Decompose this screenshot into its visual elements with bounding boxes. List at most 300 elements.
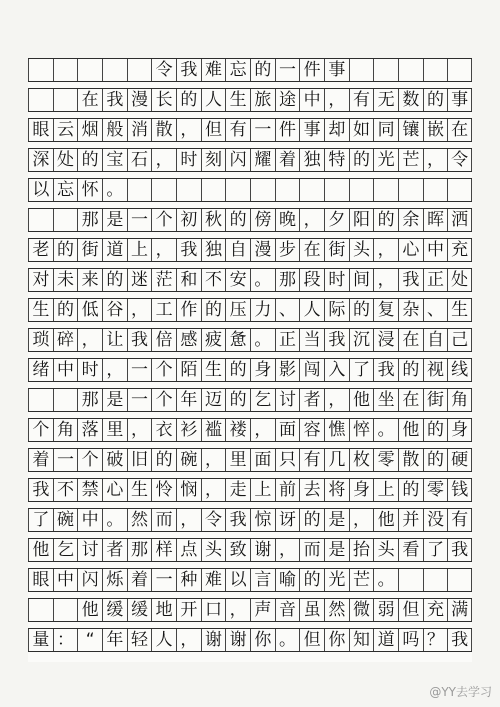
grid-cell: 段 [299, 269, 324, 291]
grid-cell: 衫 [176, 419, 201, 441]
grid-cell: 样 [151, 539, 176, 561]
grid-cell: 感 [176, 329, 201, 351]
grid-cell: 在 [398, 329, 423, 351]
grid-cell: 而 [151, 509, 176, 531]
grid-cell: 在 [299, 239, 324, 261]
grid-cell: 那 [127, 539, 152, 561]
grid-cell: 在 [398, 389, 423, 411]
grid-cell: 。 [275, 629, 300, 651]
grid-cell: ， [102, 359, 127, 381]
grid-cell: ， [250, 419, 275, 441]
grid-cell [28, 599, 53, 621]
grid-cell: 时 [77, 359, 102, 381]
grid-cell: 满 [447, 599, 472, 621]
grid-cell: 街 [77, 239, 102, 261]
grid-cell: 微 [349, 599, 374, 621]
grid-cell: 眼 [28, 569, 53, 591]
grid-cell: 枚 [349, 449, 374, 471]
grid-cell: 道 [102, 239, 127, 261]
grid-cell: 无 [373, 89, 398, 111]
grid-cell: ， [373, 239, 398, 261]
grid-cell: 复 [373, 299, 398, 321]
grid-cell: 身 [447, 419, 472, 441]
grid-cell: 夕 [324, 209, 349, 231]
grid-cell: 他 [28, 539, 53, 561]
grid-cell: 视 [423, 359, 448, 381]
grid-cell: 年 [176, 389, 201, 411]
grid-cell [53, 599, 78, 621]
grid-cell: 倍 [151, 329, 176, 351]
grid-cell: 地 [151, 599, 176, 621]
watermark: @YY去学习 [429, 685, 492, 699]
grid-cell: 破 [102, 449, 127, 471]
grid-cell: 零 [423, 479, 448, 501]
grid-row [28, 238, 472, 262]
grid-cell: 碎 [53, 329, 78, 351]
grid-cell: 力 [250, 299, 275, 321]
grid-cell: 晖 [423, 209, 448, 231]
grid-cell [53, 209, 78, 231]
grid-cell: 声 [250, 599, 275, 621]
grid-cell: 己 [447, 329, 472, 351]
grid-cell [102, 59, 127, 81]
grid-cell: 缓 [127, 599, 152, 621]
grid-cell: 自 [225, 239, 250, 261]
grid-cell: 迈 [201, 389, 226, 411]
grid-cell: 个 [77, 449, 102, 471]
grid-cell: ， [127, 419, 152, 441]
grid-row [28, 208, 472, 232]
grid-cell: 那 [275, 269, 300, 291]
grid-cell: 烁 [102, 569, 127, 591]
grid-cell: 我 [324, 329, 349, 351]
grid-cell: 是 [324, 539, 349, 561]
grid-cell: 前 [275, 479, 300, 501]
grid-cell: 有 [225, 119, 250, 141]
grid-cell: 事 [324, 59, 349, 81]
grid-cell: 在 [77, 89, 102, 111]
grid-cell: 心 [102, 479, 127, 501]
grid-cell: 了 [28, 509, 53, 531]
grid-cell: 生 [201, 359, 226, 381]
grid-cell: 容 [299, 419, 324, 441]
grid-cell: 和 [176, 269, 201, 291]
grid-cell: 散 [398, 449, 423, 471]
grid-cell: ， [151, 149, 176, 171]
grid-cell: 是 [102, 209, 127, 231]
grid-cell: ， [127, 299, 152, 321]
grid-cell: ： [53, 629, 78, 651]
grid-cell: 褛 [225, 419, 250, 441]
grid-cell [398, 179, 423, 201]
grid-cell: 件 [299, 59, 324, 81]
grid-cell: 的 [398, 479, 423, 501]
grid-cell: 中 [299, 89, 324, 111]
grid-cell: 坐 [373, 389, 398, 411]
grid-cell: 着 [127, 569, 152, 591]
grid-cell [398, 59, 423, 81]
grid-cell: 的 [299, 569, 324, 591]
grid-cell: 杂 [398, 299, 423, 321]
grid-cell: 上 [127, 239, 152, 261]
grid-cell: 将 [324, 479, 349, 501]
grid-cell: 沉 [349, 329, 374, 351]
grid-cell: 憔 [324, 419, 349, 441]
grid-cell: ， [176, 629, 201, 651]
grid-cell: 身 [349, 479, 374, 501]
grid-cell: 镶 [398, 119, 423, 141]
grid-cell: 深 [28, 149, 53, 171]
grid-cell: 般 [102, 119, 127, 141]
grid-cell: 人 [299, 299, 324, 321]
grid-cell: 但 [201, 119, 226, 141]
grid-cell: 却 [324, 119, 349, 141]
grid-cell: 令 [447, 149, 472, 171]
grid-cell [349, 179, 374, 201]
grid-cell: 充 [447, 239, 472, 261]
grid-cell: 陌 [176, 359, 201, 381]
grid-cell: 难 [201, 59, 226, 81]
grid-cell: 那 [77, 389, 102, 411]
grid-cell: 嵌 [423, 119, 448, 141]
grid-cell: ， [423, 149, 448, 171]
grid-cell: 头 [201, 539, 226, 561]
grid-cell: 烟 [77, 119, 102, 141]
grid-cell: 消 [127, 119, 152, 141]
grid-cell: ， [201, 449, 226, 471]
grid-cell: 散 [151, 119, 176, 141]
grid-cell: 光 [324, 569, 349, 591]
grid-cell: 者 [102, 539, 127, 561]
grid-cell: 走 [225, 479, 250, 501]
grid-cell: 种 [176, 569, 201, 591]
grid-cell: 我 [127, 329, 152, 351]
grid-cell: 芒 [398, 149, 423, 171]
grid-cell: 的 [349, 149, 374, 171]
grid-row [28, 88, 472, 112]
grid-cell: 悯 [176, 479, 201, 501]
grid-cell: 的 [373, 209, 398, 231]
grid-cell: 。 [373, 419, 398, 441]
grid-cell: ， [373, 269, 398, 291]
grid-cell: ， [299, 209, 324, 231]
grid-cell: 疲 [201, 329, 226, 351]
grid-cell: 。 [250, 269, 275, 291]
grid-cell: 。 [102, 179, 127, 201]
grid-cell [53, 59, 78, 81]
grid-cell: 老 [28, 239, 53, 261]
grid-cell: 件 [275, 119, 300, 141]
grid-cell: 个 [151, 389, 176, 411]
grid-cell: “ [77, 629, 102, 651]
grid-cell: 同 [373, 119, 398, 141]
grid-cell: 间 [349, 269, 374, 291]
grid-cell: 的 [77, 149, 102, 171]
grid-cell: 的 [225, 359, 250, 381]
grid-cell: 只 [275, 449, 300, 471]
grid-cell: 吗 [398, 629, 423, 651]
grid-cell: 惊 [250, 509, 275, 531]
grid-cell: 入 [324, 359, 349, 381]
grid-cell: 我 [176, 239, 201, 261]
grid-cell: 我 [176, 59, 201, 81]
grid-cell: 讨 [77, 539, 102, 561]
grid-cell: 不 [53, 479, 78, 501]
grid-cell: 初 [176, 209, 201, 231]
grid-cell: 上 [373, 479, 398, 501]
grid-cell: 上 [250, 479, 275, 501]
grid-cell: 事 [447, 89, 472, 111]
grid-cell: 虽 [299, 599, 324, 621]
grid-cell: 抬 [349, 539, 374, 561]
grid-cell: 致 [225, 539, 250, 561]
grid-cell: 街 [324, 239, 349, 261]
grid-cell: 、 [423, 299, 448, 321]
grid-row [28, 58, 472, 82]
grid-cell: 音 [275, 599, 300, 621]
grid-cell: 落 [77, 419, 102, 441]
grid-cell [373, 59, 398, 81]
grid-cell: 我 [102, 89, 127, 111]
grid-cell: 里 [102, 419, 127, 441]
grid-cell: 旧 [127, 449, 152, 471]
grid-cell: 浸 [373, 329, 398, 351]
grid-cell: 谢 [201, 629, 226, 651]
grid-cell: 但 [398, 599, 423, 621]
grid-cell: 当 [299, 329, 324, 351]
grid-cell: 是 [324, 509, 349, 531]
grid-cell: 他 [77, 599, 102, 621]
grid-cell [423, 569, 448, 591]
grid-cell [53, 389, 78, 411]
grid-cell: 茫 [151, 269, 176, 291]
grid-cell: 怜 [151, 479, 176, 501]
grid-cell: 作 [176, 299, 201, 321]
grid-cell: 中 [423, 239, 448, 261]
grid-cell [176, 179, 201, 201]
grid-cell: 角 [53, 419, 78, 441]
grid-row [28, 178, 472, 202]
grid-cell: 途 [275, 89, 300, 111]
grid-cell: 绪 [28, 359, 53, 381]
grid-cell: ， [324, 389, 349, 411]
grid-cell: 面 [250, 449, 275, 471]
grid-cell: 点 [176, 539, 201, 561]
grid-cell: 零 [373, 449, 398, 471]
grid-cell: 碗 [176, 449, 201, 471]
grid-cell: 硬 [447, 449, 472, 471]
grid-cell: 钱 [447, 479, 472, 501]
grid-cell: 看 [398, 539, 423, 561]
grid-cell [28, 89, 53, 111]
grid-cell: 的 [423, 449, 448, 471]
grid-cell: 开 [176, 599, 201, 621]
grid-cell: 一 [53, 449, 78, 471]
grid-row [28, 148, 472, 172]
grid-cell: 生 [28, 299, 53, 321]
grid-cell: 来 [77, 269, 102, 291]
grid-cell: 有 [299, 449, 324, 471]
grid-cell: 对 [28, 269, 53, 291]
grid-cell: 没 [423, 509, 448, 531]
grid-cell [127, 59, 152, 81]
grid-row [28, 298, 472, 322]
grid-cell: 眼 [28, 119, 53, 141]
grid-cell: 正 [423, 269, 448, 291]
grid-cell: 但 [299, 629, 324, 651]
grid-cell: 乞 [53, 539, 78, 561]
grid-cell: 闪 [77, 569, 102, 591]
grid-cell: 独 [299, 149, 324, 171]
grid-cell: 特 [324, 149, 349, 171]
grid-cell: 面 [275, 419, 300, 441]
grid-cell: 的 [349, 299, 374, 321]
grid-cell: 的 [225, 389, 250, 411]
grid-cell [447, 59, 472, 81]
grid-cell: 忘 [225, 59, 250, 81]
grid-cell: 碗 [53, 509, 78, 531]
grid-cell: 有 [447, 509, 472, 531]
grid-cell: 的 [151, 449, 176, 471]
grid-cell: 时 [176, 149, 201, 171]
grid-cell: 晚 [275, 209, 300, 231]
grid-cell [447, 179, 472, 201]
grid-cell: ， [201, 479, 226, 501]
grid-cell: 的 [423, 419, 448, 441]
grid-cell: 悴 [349, 419, 374, 441]
grid-cell: 数 [398, 89, 423, 111]
grid-cell: 自 [423, 329, 448, 351]
grid-cell: 然 [127, 509, 152, 531]
grid-cell: ， [349, 509, 374, 531]
grid-cell: 迷 [127, 269, 152, 291]
grid-cell: 者 [299, 389, 324, 411]
grid-cell: 我 [447, 629, 472, 651]
grid-cell [423, 59, 448, 81]
grid-cell [28, 389, 53, 411]
grid-cell: 漫 [127, 89, 152, 111]
grid-row [28, 388, 472, 412]
grid-cell: ， [225, 599, 250, 621]
grid-cell: 个 [151, 359, 176, 381]
grid-cell: 他 [349, 389, 374, 411]
grid-cell: 的 [176, 89, 201, 111]
grid-cell: 的 [102, 269, 127, 291]
grid-cell: 难 [201, 569, 226, 591]
grid-cell: 。 [102, 509, 127, 531]
grid-cell: 弱 [373, 599, 398, 621]
grid-cell: 里 [225, 449, 250, 471]
grid-cell: 生 [127, 479, 152, 501]
grid-cell: 如 [349, 119, 374, 141]
grid-cell: 步 [275, 239, 300, 261]
grid-cell [28, 209, 53, 231]
grid-cell: 知 [349, 629, 374, 651]
grid-cell: 着 [275, 149, 300, 171]
grid-cell: 轻 [127, 629, 152, 651]
grid-cell: 一 [275, 59, 300, 81]
grid-cell: 未 [53, 269, 78, 291]
grid-cell: 的 [250, 59, 275, 81]
grid-cell: 去 [299, 479, 324, 501]
grid-row [28, 508, 472, 532]
grid-cell: 以 [225, 569, 250, 591]
grid-cell: 人 [201, 89, 226, 111]
grid-cell: 处 [53, 149, 78, 171]
grid-cell: 个 [28, 419, 53, 441]
grid-cell: 个 [151, 209, 176, 231]
grid-cell: 忘 [53, 179, 78, 201]
grid-cell: 阳 [349, 209, 374, 231]
grid-cell: 长 [151, 89, 176, 111]
grid-cell: 云 [53, 119, 78, 141]
grid-cell: 那 [77, 209, 102, 231]
grid-cell [275, 179, 300, 201]
grid-cell: 而 [299, 539, 324, 561]
grid-cell [77, 59, 102, 81]
grid-cell: 生 [447, 299, 472, 321]
grid-cell: 并 [398, 509, 423, 531]
grid-cell: 喻 [275, 569, 300, 591]
grid-cell: 谢 [250, 539, 275, 561]
grid-cell: 衣 [151, 419, 176, 441]
grid-row [28, 268, 472, 292]
grid-cell: 旅 [250, 89, 275, 111]
grid-cell: 他 [398, 419, 423, 441]
grid-cell: 际 [324, 299, 349, 321]
grid-row [28, 418, 472, 442]
grid-cell: 漫 [250, 239, 275, 261]
grid-cell: 我 [447, 539, 472, 561]
grid-cell: 有 [349, 89, 374, 111]
grid-cell: 几 [324, 449, 349, 471]
grid-cell: 令 [151, 59, 176, 81]
grid-cell: 。 [250, 329, 275, 351]
grid-cell: 独 [201, 239, 226, 261]
grid-cell: ， [324, 89, 349, 111]
grid-cell: 石 [127, 149, 152, 171]
grid-cell: 低 [77, 299, 102, 321]
grid-cell: 压 [225, 299, 250, 321]
grid-cell: 是 [102, 389, 127, 411]
grid-cell: 一 [127, 209, 152, 231]
grid-cell: 中 [53, 359, 78, 381]
grid-cell: 工 [151, 299, 176, 321]
grid-cell [299, 179, 324, 201]
grid-cell: 的 [201, 299, 226, 321]
grid-cell: 中 [77, 509, 102, 531]
grid-cell: 着 [28, 449, 53, 471]
grid-cell: 然 [324, 599, 349, 621]
grid-cell: 街 [423, 389, 448, 411]
grid-cell: 乞 [250, 389, 275, 411]
grid-cell: 处 [447, 269, 472, 291]
grid-cell: 人 [151, 629, 176, 651]
grid-cell [447, 569, 472, 591]
grid-cell: ？ [423, 629, 448, 651]
grid-cell: 量 [28, 629, 53, 651]
grid-cell: 事 [299, 119, 324, 141]
grid-cell: 傍 [250, 209, 275, 231]
grid-cell: 你 [250, 629, 275, 651]
grid-cell [398, 569, 423, 591]
grid-cell: 芒 [349, 569, 374, 591]
grid-cell: 他 [373, 509, 398, 531]
grid-cell: 的 [225, 209, 250, 231]
grid-cell: 线 [447, 359, 472, 381]
grid-cell: 闪 [225, 149, 250, 171]
grid-cell: 我 [225, 509, 250, 531]
